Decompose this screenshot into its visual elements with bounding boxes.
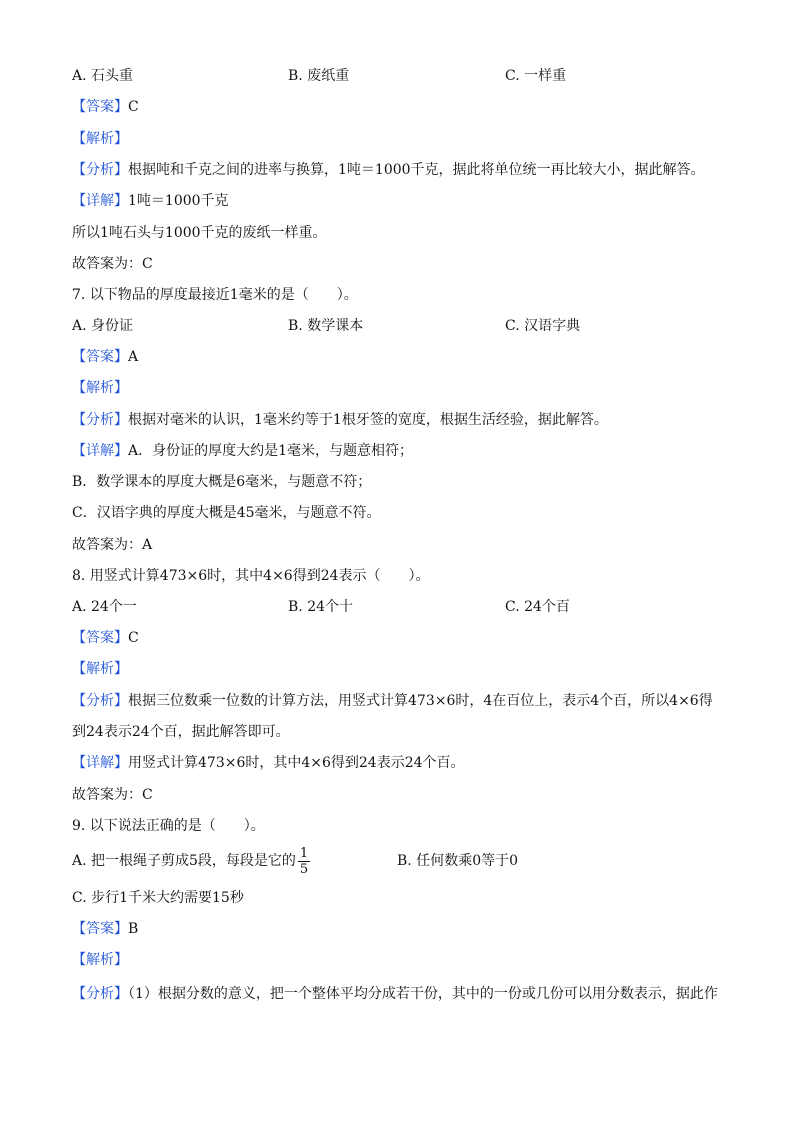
- answer-value: B: [128, 921, 139, 937]
- fenxi-tag: 【分析】: [72, 986, 128, 1002]
- analysis-tag: 【解析】: [72, 380, 128, 396]
- q8-option-b: B. 24个十: [288, 599, 354, 615]
- q6-xiangjie: [72, 191, 229, 211]
- q8-question: 8. 用竖式计算473×6时，其中4×6得到24表示（ ）。: [72, 568, 430, 584]
- analysis-tag: 【解析】: [72, 952, 128, 968]
- xiangjie-tag: 【详解】: [72, 755, 128, 771]
- answer-value: A: [128, 349, 139, 365]
- q6-option-c: C. 一样重: [505, 68, 567, 84]
- q9-option-c: C. 步行1千米大约需要15秒: [72, 890, 244, 906]
- q8-option-c: C. 24个百: [505, 599, 570, 615]
- xiangjie-text: A．身份证的厚度大约是1毫米，与题意相符；: [128, 443, 414, 459]
- q7-answer: [72, 347, 138, 367]
- fraction-one-fifth: [298, 846, 310, 877]
- q8-answer: [72, 628, 139, 648]
- q7-conclusion: 故答案为：A: [72, 537, 153, 553]
- q6-answer: [72, 97, 139, 117]
- q7-fenxi: [72, 410, 608, 430]
- fraction-numerator: 1: [299, 845, 309, 861]
- q7-option-b: B. 数学课本: [288, 318, 364, 334]
- q7-option-a: A. 身份证: [72, 318, 134, 334]
- q9-answer: [72, 919, 138, 939]
- xiangjie-tag: 【详解】: [72, 443, 128, 459]
- analysis-tag: 【解析】: [72, 131, 128, 147]
- fraction-denominator: 5: [299, 861, 309, 877]
- q9-question: 9. 以下说法正确的是（ ）。: [72, 818, 265, 834]
- q9-option-a: [72, 843, 310, 879]
- q6-fenxi: [72, 160, 705, 180]
- q8-conclusion: 故答案为：C: [72, 787, 153, 803]
- analysis-tag: 【解析】: [72, 661, 128, 677]
- xiangjie-text: 用竖式计算473×6时，其中4×6得到24表示24个百。: [128, 755, 465, 771]
- fenxi-text: 根据对毫米的认识，1毫米约等于1根牙签的宽度，根据生活经验，据此解答。: [128, 412, 608, 428]
- q6-option-b: B. 废纸重: [288, 68, 350, 84]
- q8-fenxi-continued: 到24表示24个百，据此解答即可。: [72, 724, 290, 740]
- answer-value: C: [128, 630, 139, 646]
- q7-analysis-heading: [72, 378, 128, 398]
- q8-fenxi: [72, 691, 713, 711]
- q6-conclusion: 故答案为：C: [72, 256, 153, 272]
- answer-tag: 【答案】: [72, 349, 128, 365]
- q9-option-a-text: A. 把一根绳子剪成5段，每段是它的: [72, 853, 296, 869]
- fenxi-tag: 【分析】: [72, 412, 128, 428]
- fenxi-text: 根据三位数乘一位数的计算方法，用竖式计算473×6时，4在百位上，表示4个百，所以4×6得: [128, 693, 713, 709]
- fenxi-text: 根据吨和千克之间的进率与换算，1吨＝1000千克，据此将单位统一再比较大小，据此解答。: [128, 162, 705, 178]
- fenxi-tag: 【分析】: [72, 162, 128, 178]
- q8-xiangjie: [72, 753, 465, 773]
- answer-value: C: [128, 99, 139, 115]
- answer-tag: 【答案】: [72, 921, 128, 937]
- q7-option-c: C. 汉语字典: [505, 318, 581, 334]
- q7-xiangjie: [72, 441, 413, 461]
- xiangjie-tag: 【详解】: [72, 193, 128, 209]
- q7-explanation-b: B．数学课本的厚度大概是6毫米，与题意不符；: [72, 474, 372, 490]
- answer-tag: 【答案】: [72, 99, 128, 115]
- q7-question: 7. 以下物品的厚度最接近1毫米的是（ ）。: [72, 287, 358, 303]
- q6-option-a: A. 石头重: [72, 68, 134, 84]
- xiangjie-text: 1吨＝1000千克: [128, 193, 229, 209]
- fenxi-text: （1）根据分数的意义，把一个整体平均分成若干份，其中的一份或几份可以用分数表示，据此作: [128, 986, 718, 1002]
- fenxi-tag: 【分析】: [72, 693, 128, 709]
- q8-analysis-heading: [72, 659, 128, 679]
- q6-explanation: 所以1吨石头与1000千克的废纸一样重。: [72, 225, 327, 241]
- q9-analysis-heading: [72, 950, 128, 970]
- q8-option-a: A. 24个一: [72, 599, 137, 615]
- answer-tag: 【答案】: [72, 630, 128, 646]
- q7-explanation-c: C．汉语字典的厚度大概是45毫米，与题意不符。: [72, 505, 381, 521]
- q9-fenxi: [72, 984, 718, 1004]
- q6-analysis-heading: [72, 129, 128, 149]
- q9-option-b: B. 任何数乘0等于0: [397, 853, 519, 869]
